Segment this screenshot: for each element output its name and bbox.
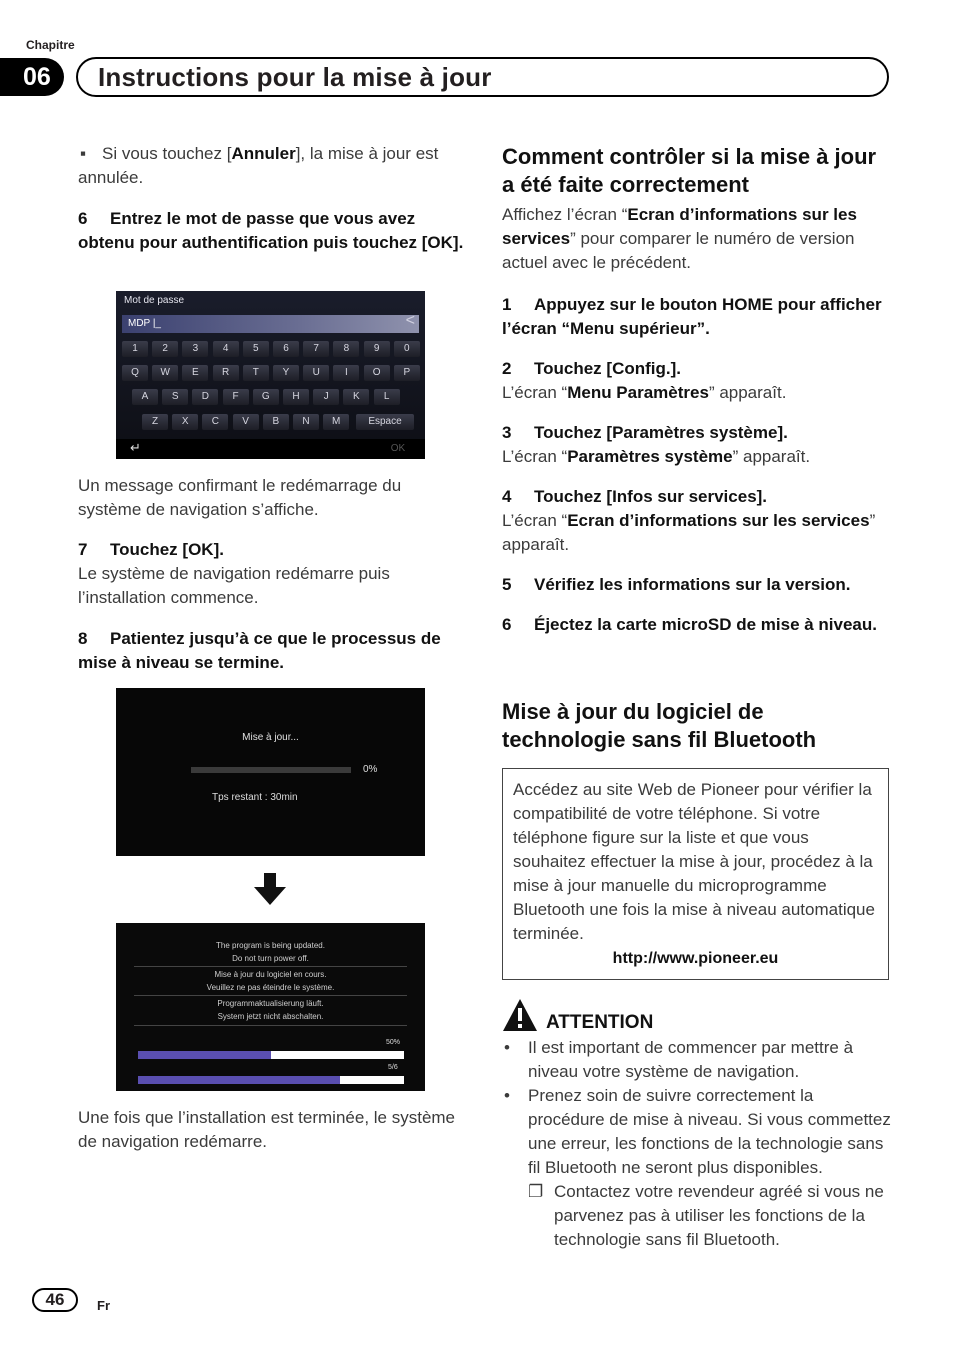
step-6: 6 Entrez le mot de passe que vous avez obtenu pour authentification puis touchez [OK]. xyxy=(78,209,464,252)
key-o[interactable]: O xyxy=(364,365,390,381)
heading-bluetooth-update: Mise à jour du logiciel de technologie sans fil Bluetooth xyxy=(502,699,817,752)
message-de-1: Programmaktualisierung läuft. xyxy=(217,999,324,1008)
progress-bar-2 xyxy=(138,1076,404,1084)
message-de-2: System jetzt nicht abschalten. xyxy=(217,1012,324,1021)
keyboard-row-qwerty xyxy=(116,365,425,383)
backspace-icon[interactable]: < xyxy=(405,312,415,329)
check-steps xyxy=(502,293,892,637)
square-bullet-icon: ▪ xyxy=(80,144,87,163)
check-step-3-desc: L’écran “Paramètres système” apparaît. xyxy=(502,447,811,466)
key-a[interactable]: A xyxy=(132,389,158,405)
key-5[interactable]: 5 xyxy=(243,341,269,357)
check-step-2-desc: L’écran “Menu Paramètres” apparaît. xyxy=(502,383,787,402)
update-progress-screen xyxy=(116,688,425,856)
multilanguage-update-screen xyxy=(116,923,425,1091)
key-b[interactable]: B xyxy=(263,414,289,430)
warning-icon xyxy=(502,998,538,1032)
key-4[interactable]: 4 xyxy=(213,341,239,357)
password-keyboard-screen xyxy=(116,291,425,459)
progress-bar-1 xyxy=(138,1051,404,1059)
progress-bar-1-fill xyxy=(138,1051,271,1059)
message-en-1: The program is being updated. xyxy=(216,941,325,950)
key-c[interactable]: C xyxy=(202,414,228,430)
key-r[interactable]: R xyxy=(213,365,239,381)
key-f[interactable]: F xyxy=(223,389,249,405)
key-e[interactable]: E xyxy=(182,365,208,381)
key-u[interactable]: U xyxy=(303,365,329,381)
keyboard-row-digits xyxy=(116,341,425,359)
key-d[interactable]: D xyxy=(192,389,218,405)
language-code: Fr xyxy=(97,1298,110,1313)
attention-list xyxy=(502,1036,892,1252)
check-step-4-desc: L’écran “Ecran d’informations sur les services” apparaît. xyxy=(502,511,876,554)
down-arrow-icon xyxy=(254,873,286,905)
key-w[interactable]: W xyxy=(152,365,178,381)
key-3[interactable]: 3 xyxy=(182,341,208,357)
divider xyxy=(134,995,407,996)
message-en-2: Do not turn power off. xyxy=(232,954,309,963)
progress-2-label: 5/6 xyxy=(388,1064,398,1071)
key-0[interactable]: 0 xyxy=(394,341,420,357)
info-box-text: Accédez au site Web de Pioneer pour vérifier la compatibilité de votre téléphone. Si votre téléphone figure sur la liste et que vous souhaitez effectuer la mise à jour, procédez à la mise à jour manuelle du microprogramme Bluetooth une fois la mise à niveau automatique terminée. xyxy=(513,780,875,943)
cancel-note: ▪ Si vous touchez [Annuler], la mise à jour est annulée. xyxy=(78,144,439,187)
bullet-icon: • xyxy=(504,1086,510,1105)
key-1[interactable]: 1 xyxy=(122,341,148,357)
progress-bar-2-fill xyxy=(138,1076,340,1084)
progress-1-label: 50% xyxy=(386,1039,401,1046)
attention-subitem: ❐ Contactez votre revendeur agréé si vous ne parvenez pas à utiliser les fonctions de la technologie sans fil Bluetooth. xyxy=(502,1180,892,1252)
keyboard-title: Mot de passe xyxy=(124,295,185,306)
update-percent: 0% xyxy=(363,764,378,775)
divider xyxy=(134,966,407,967)
check-step-2: 2 Touchez [Config.]. xyxy=(502,359,681,378)
bullet-icon: • xyxy=(504,1038,510,1057)
key-8[interactable]: 8 xyxy=(333,341,359,357)
page-number: 46 xyxy=(32,1288,78,1312)
key-l[interactable]: L xyxy=(374,389,400,405)
final-text: Une fois que l’installation est terminée, le système de navigation redémarre. xyxy=(78,1108,456,1151)
divider xyxy=(134,1025,407,1026)
key-k[interactable]: K xyxy=(343,389,369,405)
key-t[interactable]: T xyxy=(243,365,269,381)
key-h[interactable]: H xyxy=(283,389,309,405)
info-box xyxy=(502,768,889,980)
check-intro: Affichez l’écran “Ecran d’informations sur les services” pour comparer le numéro de version actuel avec le précédent. xyxy=(502,205,857,272)
message-fr-1: Mise à jour du logiciel en cours. xyxy=(214,970,327,979)
key-m[interactable]: M xyxy=(323,414,349,430)
key-v[interactable]: V xyxy=(233,414,259,430)
key-6[interactable]: 6 xyxy=(273,341,299,357)
step-7-description: Le système de navigation redémarre puis l’installation commence. xyxy=(78,564,390,607)
key-n[interactable]: N xyxy=(293,414,319,430)
key-x[interactable]: X xyxy=(172,414,198,430)
key-q[interactable]: Q xyxy=(122,365,148,381)
chapter-title-box xyxy=(76,57,889,97)
key-j[interactable]: J xyxy=(313,389,339,405)
return-icon[interactable]: ↵ xyxy=(130,440,141,455)
key-9[interactable]: 9 xyxy=(364,341,390,357)
check-step-1: 1 Appuyez sur le bouton HOME pour afficher l’écran “Menu supérieur”. xyxy=(502,295,882,338)
key-p[interactable]: P xyxy=(394,365,420,381)
heading-check-update: Comment contrôler si la mise à jour a été faite correctement xyxy=(502,144,877,197)
key-i[interactable]: I xyxy=(333,365,359,381)
key-2[interactable]: 2 xyxy=(152,341,178,357)
key-y[interactable]: Y xyxy=(273,365,299,381)
checkbox-icon: ❐ xyxy=(528,1182,544,1201)
pioneer-link[interactable]: http://www.pioneer.eu xyxy=(612,950,779,967)
update-label: Mise à jour... xyxy=(242,732,299,743)
check-step-5: 5 Vérifiez les informations sur la version. xyxy=(502,575,851,594)
time-remaining: Tps restant : 30min xyxy=(212,792,298,803)
chapter-label: Chapitre xyxy=(26,38,75,52)
check-step-3: 3 Touchez [Paramètres système]. xyxy=(502,423,788,442)
key-z[interactable]: Z xyxy=(142,414,168,430)
key-7[interactable]: 7 xyxy=(303,341,329,357)
step-7: 7 Touchez [OK]. xyxy=(78,540,224,559)
restart-message-text: Un message confirmant le redémarrage du système de navigation s’affiche. xyxy=(78,476,402,519)
check-step-4: 4 Touchez [Infos sur services]. xyxy=(502,487,768,506)
update-progress-bar xyxy=(191,767,351,773)
keyboard-row-asdf xyxy=(116,389,425,407)
password-input[interactable]: MDP |_ xyxy=(122,315,419,333)
attention-title: ATTENTION xyxy=(546,1012,654,1033)
check-step-6: 6 Éjectez la carte microSD de mise à niveau. xyxy=(502,615,877,634)
key-s[interactable]: S xyxy=(162,389,188,405)
key-g[interactable]: G xyxy=(253,389,279,405)
message-fr-2: Veuillez ne pas éteindre le système. xyxy=(206,983,335,992)
chapter-number: 06 xyxy=(0,58,64,96)
attention-item: • Il est important de commencer par mettre à niveau votre système de navigation. xyxy=(502,1036,892,1084)
attention-item: • Prenez soin de suivre correctement la procédure de mise à niveau. Si vous commettez une erreur, les fonctions de la technologie sans fil Bluetooth ne seront plus disponibles. xyxy=(502,1084,892,1180)
step-8: 8 Patientez jusqu’à ce que le processus de mise à niveau se termine. xyxy=(78,629,441,672)
ok-button[interactable]: OK xyxy=(390,443,406,454)
space-key[interactable]: Espace xyxy=(356,414,414,430)
chapter-title: Instructions pour la mise à jour xyxy=(98,61,492,92)
